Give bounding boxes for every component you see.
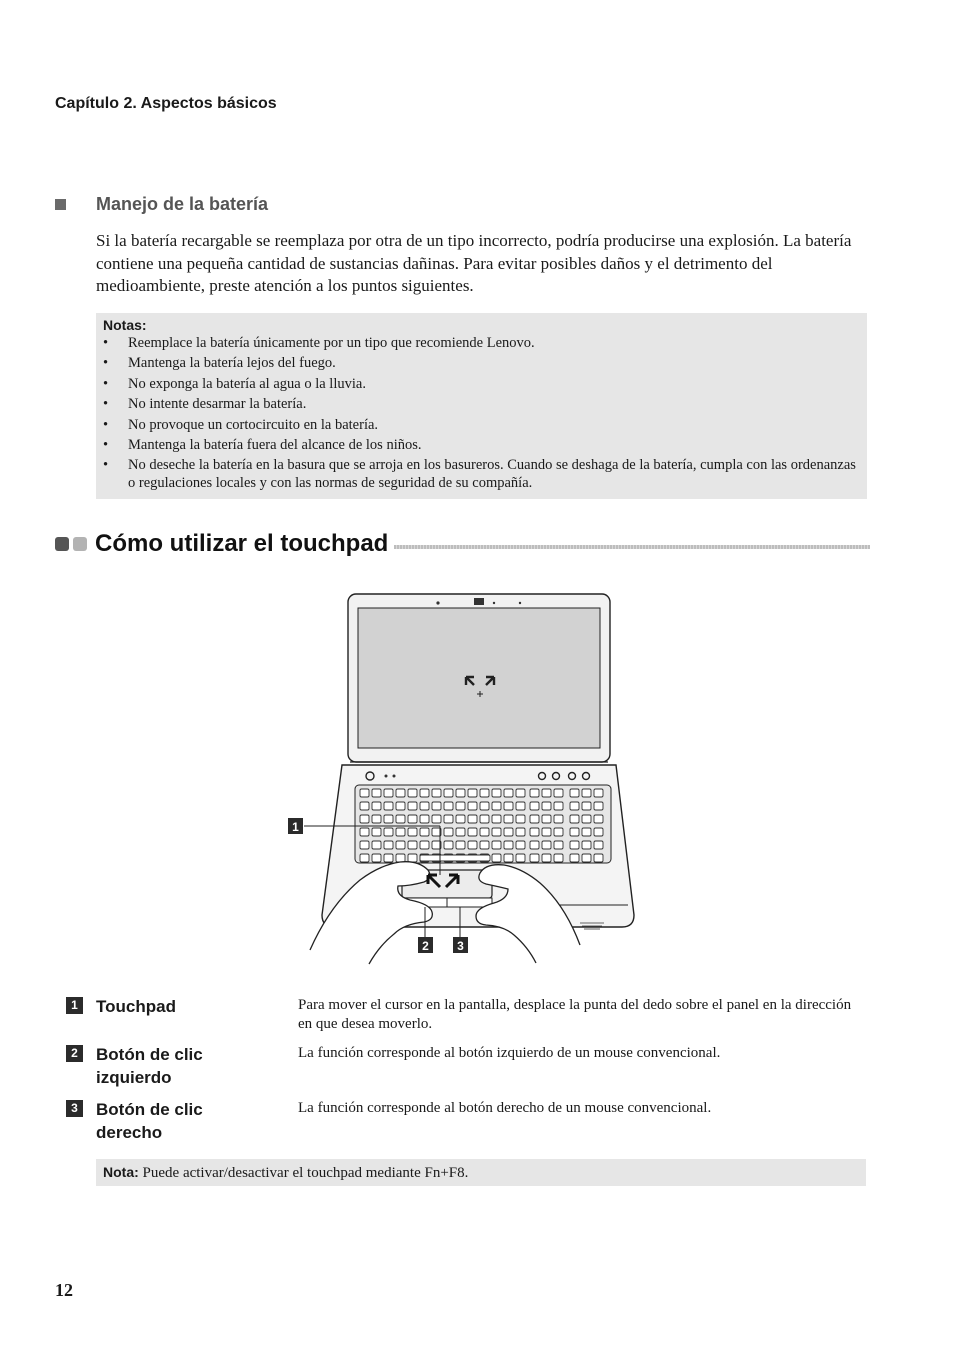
touchpad-note-box: [96, 1159, 866, 1186]
bullet-icon: •: [103, 457, 109, 474]
definition-term: Botón de clic derecho: [96, 1100, 203, 1142]
chapter-header: Capítulo 2. Aspectos básicos: [55, 95, 277, 112]
list-item: • No provoque un cortocircuito en la batería.: [103, 416, 379, 433]
bullet-icon: •: [103, 355, 109, 372]
list-item: • No exponga la batería al agua o la lluvia.: [103, 375, 366, 392]
bullet-icon: •: [103, 335, 109, 351]
list-item: • No intente desarmar la batería.: [103, 396, 307, 413]
definition-term: Botón de clic izquierdo: [96, 1045, 203, 1087]
list-item: • No deseche la batería en la basura que se arroja en los basureros. Cuando se deshaga de la batería, cumpla con las ordenanzas o regulaciones locales y con las normas de seguridad de su compañía.: [103, 457, 856, 492]
bullet-icon: •: [103, 416, 109, 433]
definition-term: Touchpad: [96, 997, 176, 1016]
number-badge: 1: [66, 997, 83, 1014]
note-text: Puede activar/desactivar el touchpad mediante Fn+F8.: [142, 1165, 469, 1181]
laptop-illustration-svg: [280, 585, 660, 975]
battery-intro-paragraph: Si la batería recargable se reemplaza por otra de un tipo incorrecto, podría producirse una explosión. La batería contiene una pequeña cantidad de sustancias dañinas. Para evitar posibles daños y el detrimento del medioambiente, preste atención a los puntos siguientes.: [96, 231, 852, 295]
bullet-icon: •: [103, 375, 109, 392]
notes-list: [103, 334, 859, 492]
note-label: Nota:: [103, 1164, 139, 1180]
section-heading-battery: [55, 194, 268, 215]
number-badge: 3: [66, 1100, 83, 1117]
number-badge: 2: [66, 1045, 83, 1062]
bullet-icon: •: [103, 436, 109, 453]
callout-2: 2: [422, 939, 429, 953]
callout-1: 1: [292, 820, 299, 834]
square-bullet-icon: [55, 199, 66, 210]
page-number: 12: [55, 1280, 73, 1300]
definition-description: Para mover el cursor en la pantalla, desplace la punta del dedo sobre el panel en la dirección en que desea moverlo.: [298, 997, 852, 1032]
bullet-icon: •: [103, 396, 109, 413]
touchpad-section-heading: [55, 528, 870, 560]
heading-rule: [394, 545, 870, 549]
list-item: • Mantenga la batería fuera del alcance de los niños.: [103, 436, 422, 453]
definition-description: La función corresponde al botón izquierdo de un mouse convencional.: [298, 1045, 721, 1061]
battery-notes-box: [96, 313, 867, 499]
notes-title: Notas:: [103, 317, 147, 333]
list-item: • Reemplace la batería únicamente por un tipo que recomiende Lenovo.: [103, 335, 535, 351]
laptop-touchpad-illustration: [280, 585, 660, 975]
callout-3: 3: [457, 939, 464, 953]
definition-description: La función corresponde al botón derecho de un mouse convencional.: [298, 1100, 712, 1116]
list-item: • Mantenga la batería lejos del fuego.: [103, 355, 336, 372]
heading-dots-icon: [55, 537, 87, 551]
touchpad-heading-text: Cómo utilizar el touchpad: [95, 530, 389, 557]
section-heading-text: Manejo de la batería: [96, 194, 269, 214]
